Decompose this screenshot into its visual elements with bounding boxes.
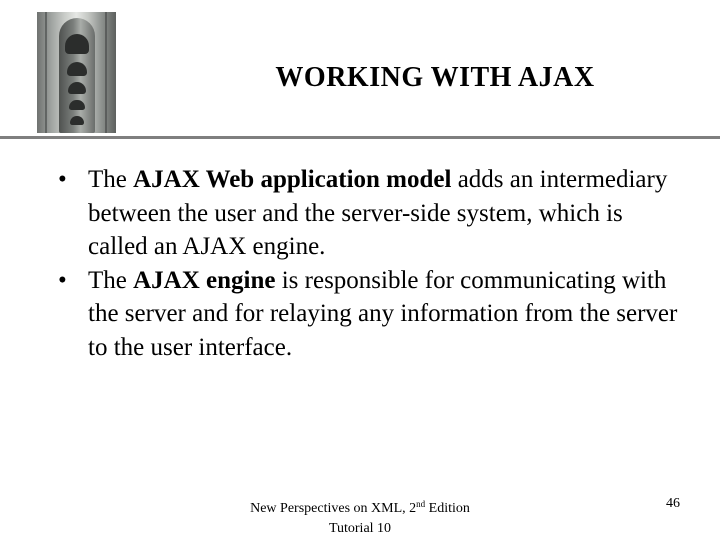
bullet-list <box>58 163 678 364</box>
slide-title: WORKING WITH AJAX <box>275 62 595 93</box>
bullet-dot-icon: • <box>58 266 67 294</box>
page-number: 46 <box>666 496 680 511</box>
title-divider <box>0 136 720 139</box>
bold-term: AJAX engine <box>133 266 276 294</box>
bullet-dot-icon: • <box>58 166 67 193</box>
footer-book-title: New Perspectives on XML, 2nd Edition <box>250 499 470 516</box>
footer-tutorial: Tutorial 10 <box>328 521 392 536</box>
bridge-tower-photo-icon <box>37 12 116 133</box>
bold-term: AJAX Web application model <box>133 166 452 193</box>
footer <box>210 494 510 539</box>
bullet-item: • The AJAX Web application model adds an intermediary between the user and the server-side system, which is called an AJAX engine. <box>58 163 678 264</box>
bullet-item: • The AJAX engine is responsible for communicating with the server and for relaying any information from the server to the user interface. <box>58 264 678 365</box>
